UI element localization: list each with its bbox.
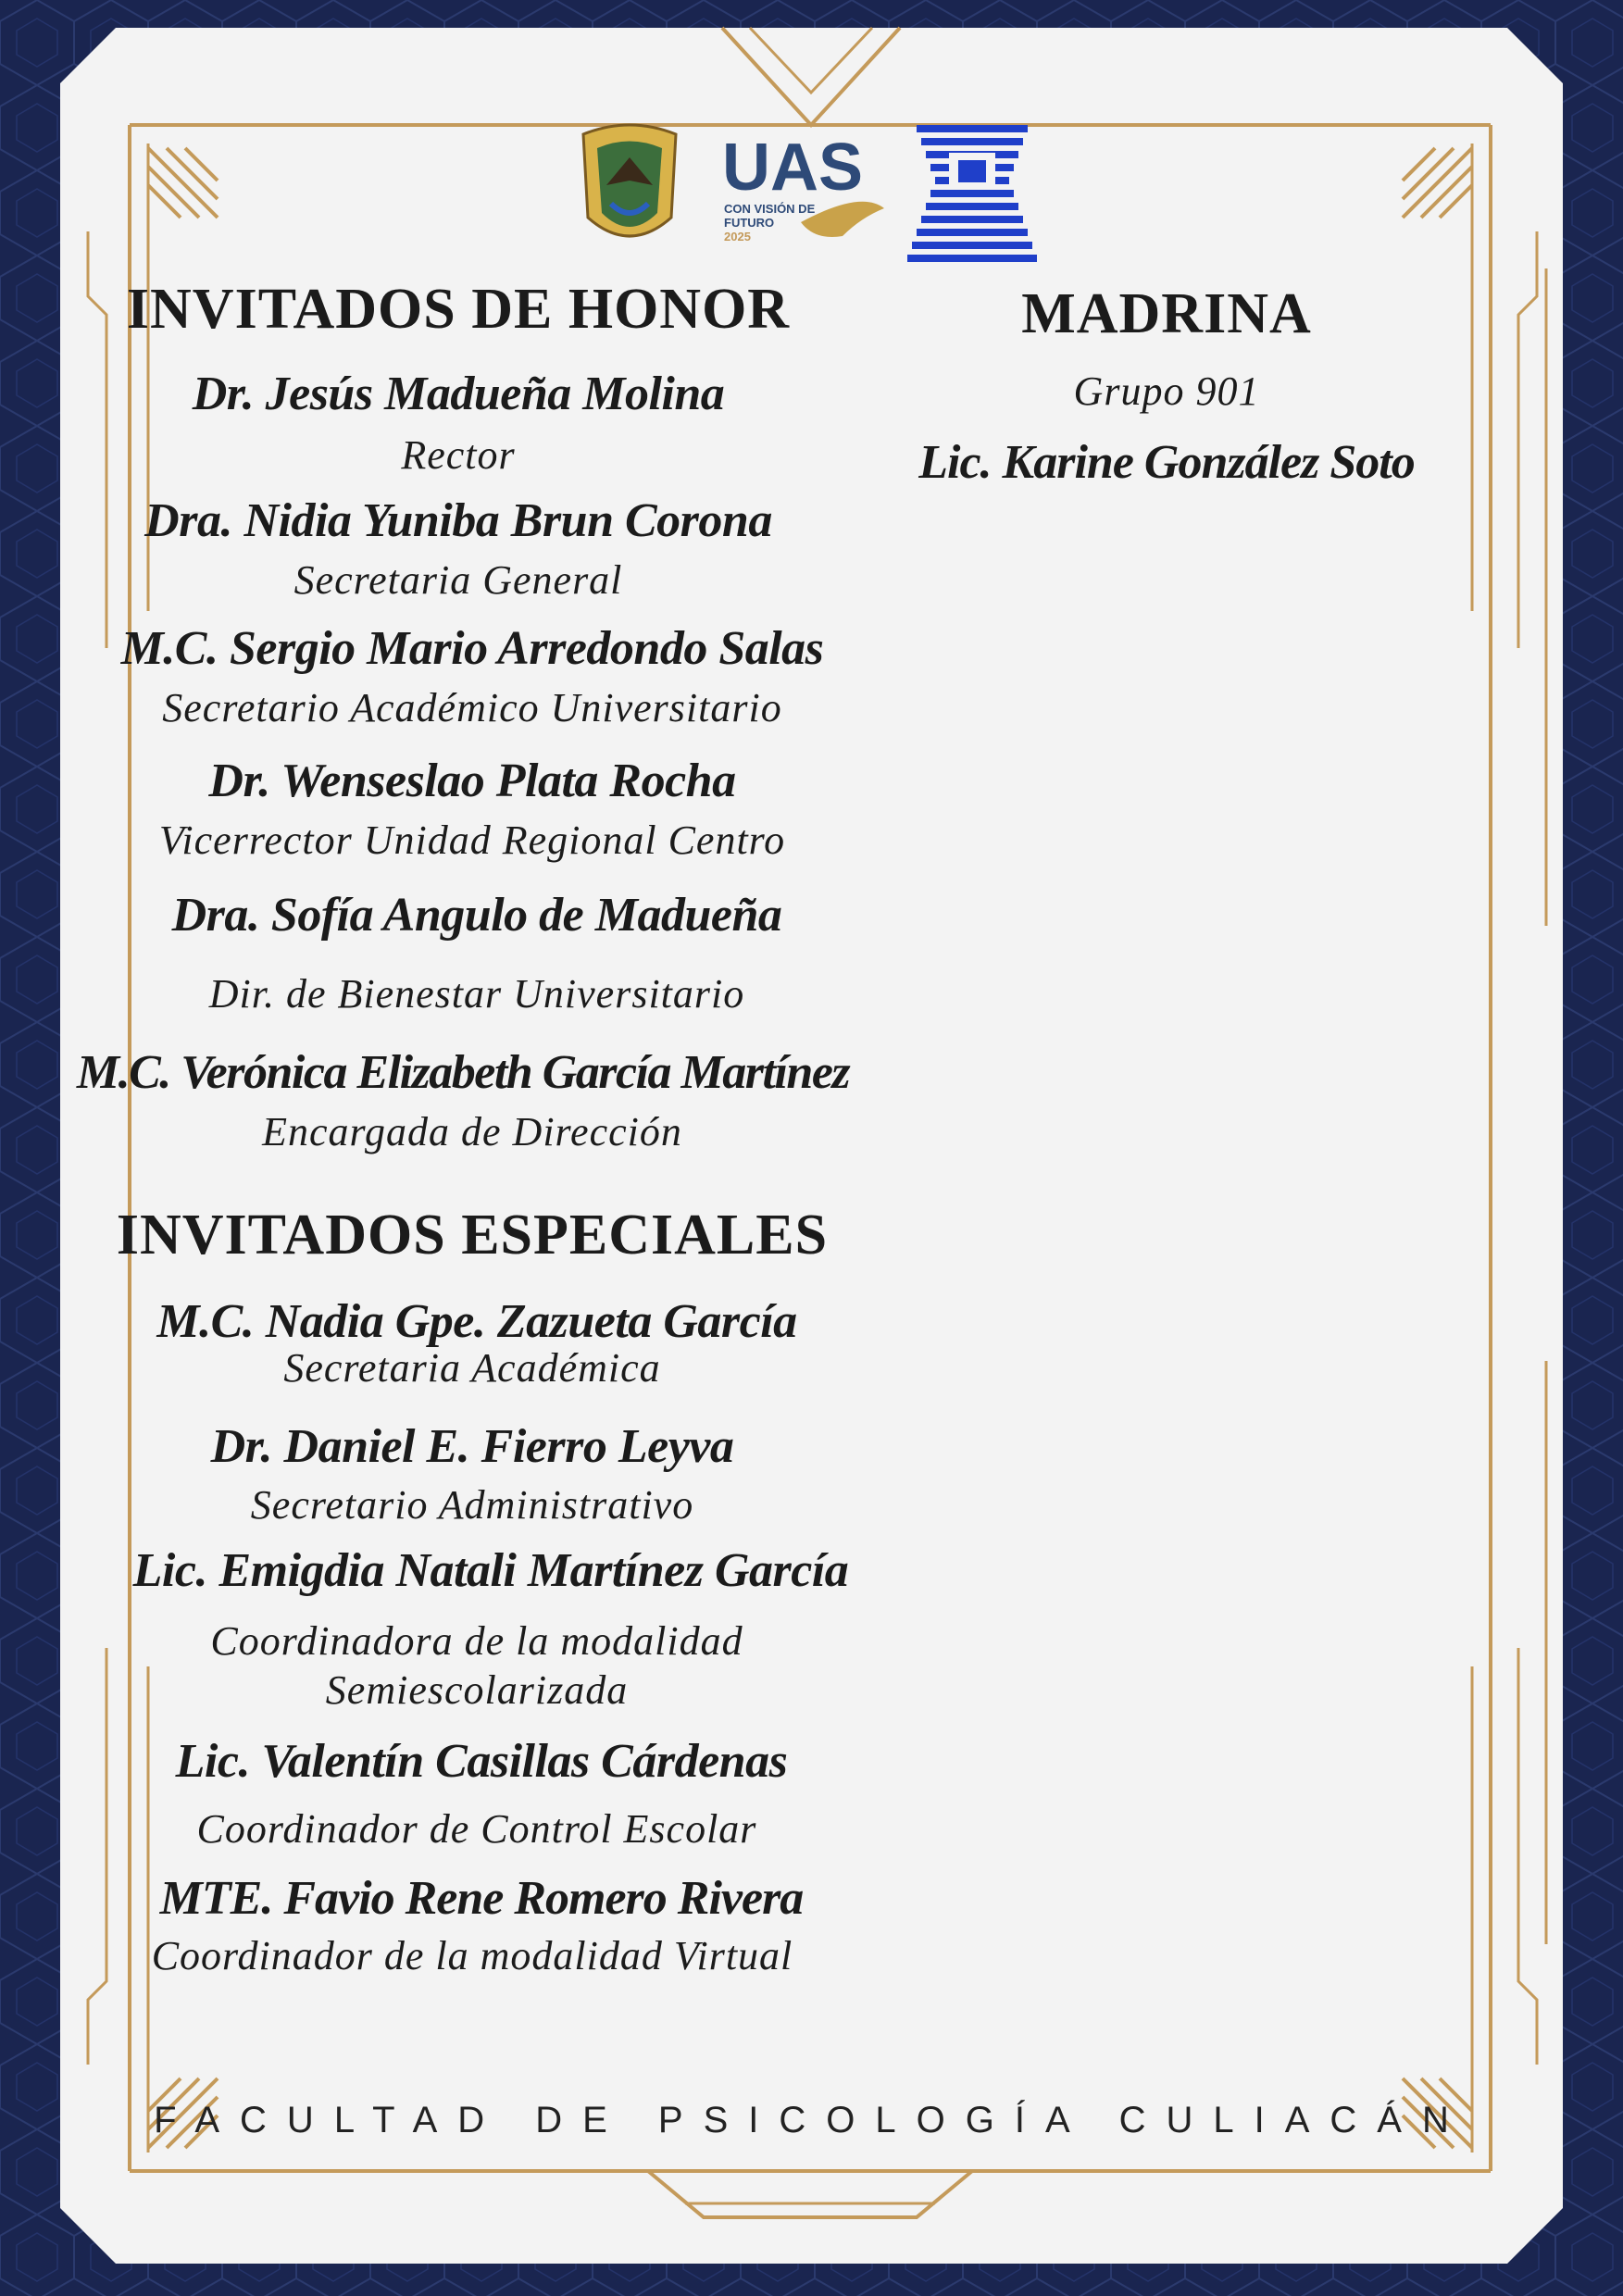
special-guest: [83, 1734, 880, 1855]
guest-name: Dr. Wenseslao Plata Rocha: [208, 754, 736, 807]
guest-name: Dra. Sofía Angulo de Madueña: [171, 888, 782, 942]
guest-role: Secretario Administrativo: [250, 1482, 694, 1529]
special-guest: [83, 1419, 880, 1531]
guest-name: Dr. Jesús Madueña Molina: [192, 368, 725, 421]
guest-role: Secretaria Académica: [283, 1344, 661, 1391]
left-column: [76, 278, 880, 1981]
madrina-heading: MADRINA: [1021, 282, 1312, 345]
uas-brand-logo: [722, 131, 884, 243]
honor-guest: [76, 1045, 880, 1157]
guest-name: Dr. Daniel E. Fierro Leyva: [210, 1419, 734, 1473]
guest-name: Lic. Valentín Casillas Cárdenas: [175, 1734, 788, 1788]
faculty-footer: FACULTAD DE PSICOLOGÍA CULIACÁN: [154, 2100, 1469, 2140]
guest-role: Rector: [401, 431, 516, 478]
guest-name: M.C. Verónica Elizabeth García Martínez: [76, 1046, 850, 1100]
psychology-faculty-icon: [907, 125, 1037, 262]
special-guest: [83, 1294, 880, 1393]
honor-guest: [83, 493, 880, 605]
honor-guest: [83, 621, 880, 733]
guest-name: M.C. Sergio Mario Arredondo Salas: [120, 622, 824, 676]
guest-role: Coordinador de la modalidad Virtual: [151, 1932, 793, 1978]
guest-role-line-2: Semiescolarizada: [325, 1666, 629, 1713]
guest-name: Lic. Emigdia Natali Martínez García: [132, 1544, 849, 1598]
guest-name: MTE. Favio Rene Romero Rivera: [159, 1872, 804, 1926]
svg-text:CON VISIÓN DE: CON VISIÓN DE: [724, 202, 816, 216]
special-heading: INVITADOS ESPECIALES: [116, 1203, 829, 1267]
guest-role: Secretario Académico Universitario: [162, 685, 782, 731]
guest-role: Coordinadora de la modalidad: [210, 1617, 743, 1664]
svg-text:2025: 2025: [724, 230, 751, 243]
honor-guest: [83, 888, 880, 1020]
right-column: [889, 282, 1444, 491]
special-guest: [83, 1871, 880, 1981]
eagle-seal-icon: [583, 125, 676, 236]
logo-row: [565, 116, 1046, 282]
guest-role: Coordinador de Control Escolar: [196, 1806, 757, 1853]
guest-role: Secretaria General: [293, 556, 623, 603]
madrina-group: Grupo 901: [1073, 368, 1260, 415]
honor-heading: INVITADOS DE HONOR: [126, 278, 791, 341]
guest-role: Encargada de Dirección: [262, 1108, 682, 1154]
guest-role: Vicerrector Unidad Regional Centro: [158, 817, 786, 863]
madrina-name: Lic. Karine González Soto: [918, 435, 1415, 489]
svg-text:UAS: UAS: [722, 131, 864, 205]
guest-name: Dra. Nidia Yuniba Brun Corona: [144, 493, 772, 547]
honor-guest: [83, 367, 880, 480]
honor-guest: [83, 754, 880, 866]
guest-role: Dir. de Bienestar Universitario: [208, 971, 745, 1017]
special-guest: [83, 1543, 880, 1715]
svg-text:FUTURO: FUTURO: [724, 216, 775, 230]
guest-name: M.C. Nadia Gpe. Zazueta García: [156, 1294, 797, 1348]
